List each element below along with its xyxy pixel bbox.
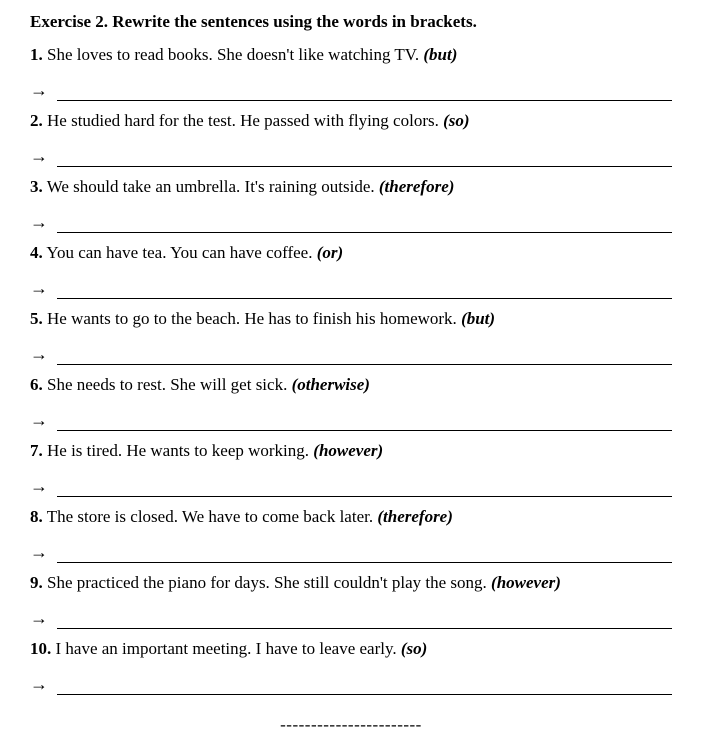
item-number: 4. [30, 243, 43, 262]
sentence-line [30, 302, 672, 335]
answer-row [30, 467, 672, 500]
arrow-icon: → [30, 542, 48, 562]
exercise-title: Exercise 2. Rewrite the sentences using the words in brackets. [30, 12, 477, 31]
arrow-icon: → [30, 80, 48, 100]
bracket-word: (therefore) [378, 177, 455, 196]
answer-row [30, 137, 672, 170]
arrow-icon: → [30, 146, 48, 166]
exercise-item-3 [30, 170, 672, 236]
bracket-word: (so) [443, 111, 470, 130]
item-text: He studied hard for the test. He passed with flying colors. [47, 111, 439, 130]
answer-row [30, 533, 672, 566]
answer-blank[interactable] [57, 430, 672, 431]
bracket-word: (otherwise) [291, 375, 370, 394]
bracket-word: (or) [316, 243, 344, 262]
exercise-item-4 [30, 236, 672, 302]
exercise-item-8 [30, 500, 672, 566]
exercise-item-6 [30, 368, 672, 434]
item-text: I have an important meeting. I have to leave early. [55, 639, 397, 658]
bracket-word: (but) [423, 45, 458, 64]
answer-blank[interactable] [57, 364, 672, 365]
bracket-word: (but) [461, 309, 496, 328]
item-text: She practiced the piano for days. She still couldn't play the song. [47, 573, 487, 592]
exercise-item-2 [30, 104, 672, 170]
answer-row [30, 203, 672, 236]
arrow-icon: → [30, 344, 48, 364]
page-divider: ----------------------- [280, 715, 422, 734]
answer-row [30, 401, 672, 434]
bracket-word: (however) [491, 573, 561, 592]
sentence-line [30, 566, 672, 599]
sentence-line [30, 170, 672, 203]
bracket-word: (so) [400, 639, 428, 658]
item-number: 2. [30, 111, 43, 130]
arrow-icon: → [30, 608, 48, 628]
arrow-icon: → [30, 278, 48, 298]
answer-blank[interactable] [57, 100, 672, 101]
answer-blank[interactable] [57, 166, 672, 167]
answer-blank[interactable] [57, 496, 672, 497]
answer-blank[interactable] [57, 628, 672, 629]
arrow-icon: → [30, 476, 48, 496]
answer-blank[interactable] [57, 298, 672, 299]
exercise-item-5 [30, 302, 672, 368]
item-number: 5. [30, 309, 43, 328]
item-number: 3. [30, 177, 43, 196]
item-text: You can have tea. You can have coffee. [46, 243, 313, 262]
answer-blank[interactable] [57, 694, 672, 695]
item-number: 6. [30, 375, 43, 394]
sentence-line [30, 632, 672, 665]
item-number: 8. [30, 507, 43, 526]
item-text: She needs to rest. She will get sick. [47, 375, 288, 394]
item-number: 1. [30, 45, 43, 64]
bracket-word: (however) [313, 441, 384, 460]
item-number: 9. [30, 573, 43, 592]
answer-row [30, 71, 672, 104]
exercise-item-10 [30, 632, 672, 698]
answer-row [30, 335, 672, 368]
item-number: 7. [30, 441, 43, 460]
answer-row [30, 269, 672, 302]
item-text: He wants to go to the beach. He has to finish his homework. [47, 309, 457, 328]
item-text: The store is closed. We have to come back later. [46, 507, 374, 526]
item-text: He is tired. He wants to keep working. [47, 441, 310, 460]
item-number: 10. [30, 639, 52, 658]
answer-blank[interactable] [57, 232, 672, 233]
sentence-line [30, 104, 672, 137]
arrow-icon: → [30, 410, 48, 430]
bracket-word: (therefore) [377, 507, 453, 526]
arrow-icon: → [30, 674, 48, 694]
sentence-line [30, 368, 672, 401]
item-text: We should take an umbrella. It's raining outside. [46, 177, 375, 196]
exercise-item-9 [30, 566, 672, 632]
sentence-line [30, 38, 672, 71]
item-text: She loves to read books. She doesn't like watching TV. [47, 45, 420, 64]
sentence-line [30, 236, 672, 269]
arrow-icon: → [30, 212, 48, 232]
sentence-line [30, 500, 672, 533]
exercise-item-1 [30, 38, 672, 104]
answer-row [30, 665, 672, 698]
answer-blank[interactable] [57, 562, 672, 563]
exercise-item-7 [30, 434, 672, 500]
answer-row [30, 599, 672, 632]
sentence-line [30, 434, 672, 467]
